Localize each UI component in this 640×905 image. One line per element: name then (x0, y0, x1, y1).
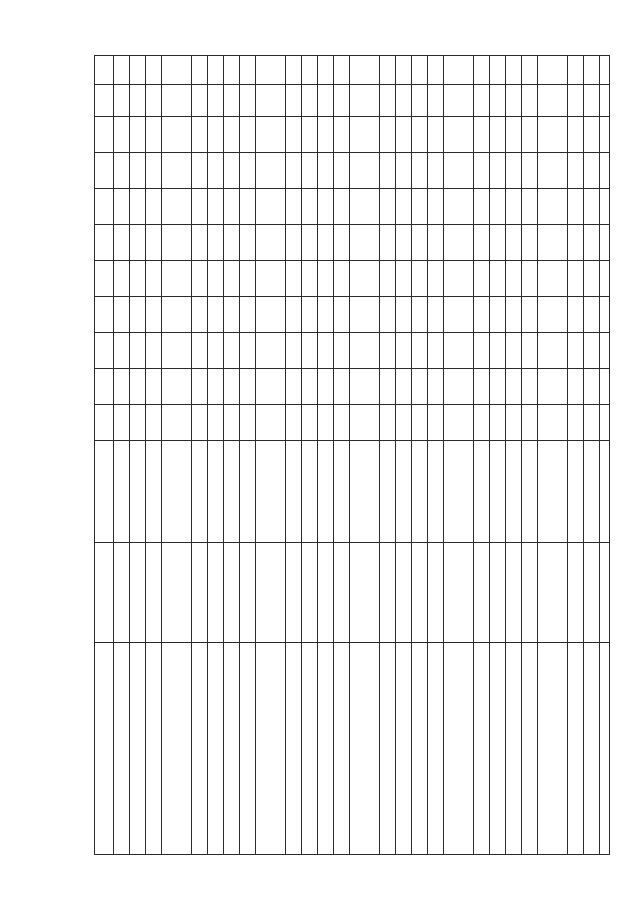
row-rule (567, 56, 568, 854)
row-rule (349, 56, 350, 854)
column-rule (95, 84, 609, 85)
column-rule (95, 440, 609, 441)
column-rule (95, 296, 609, 297)
column-rule (95, 224, 609, 225)
row-rule (255, 56, 256, 854)
row-rule (161, 56, 162, 854)
row-rule (333, 56, 334, 854)
column-rule (95, 188, 609, 189)
row-rule (505, 56, 506, 854)
row-rule (129, 56, 130, 854)
row-rule (301, 56, 302, 854)
row-rule (473, 56, 474, 854)
row-rule (379, 56, 380, 854)
row-rule (427, 56, 428, 854)
row-rule (443, 56, 444, 854)
column-rule (95, 116, 609, 117)
row-rule (239, 56, 240, 854)
row-rule (317, 56, 318, 854)
budget-table-page (94, 55, 610, 855)
column-rule (95, 332, 609, 333)
row-rule (145, 56, 146, 854)
column-rule (95, 542, 609, 543)
column-rule (95, 368, 609, 369)
row-rule (489, 56, 490, 854)
column-rule (95, 404, 609, 405)
row-rule (411, 56, 412, 854)
row-rule (113, 56, 114, 854)
column-rule (95, 152, 609, 153)
column-rule (95, 260, 609, 261)
column-rule (95, 642, 609, 643)
row-rule (537, 56, 538, 854)
row-rule (223, 56, 224, 854)
row-rule (599, 56, 600, 854)
row-rule (583, 56, 584, 854)
page-number (26, 442, 50, 462)
row-rule (285, 56, 286, 854)
row-rule (207, 56, 208, 854)
row-rule (395, 56, 396, 854)
row-rule (521, 56, 522, 854)
row-rule (191, 56, 192, 854)
